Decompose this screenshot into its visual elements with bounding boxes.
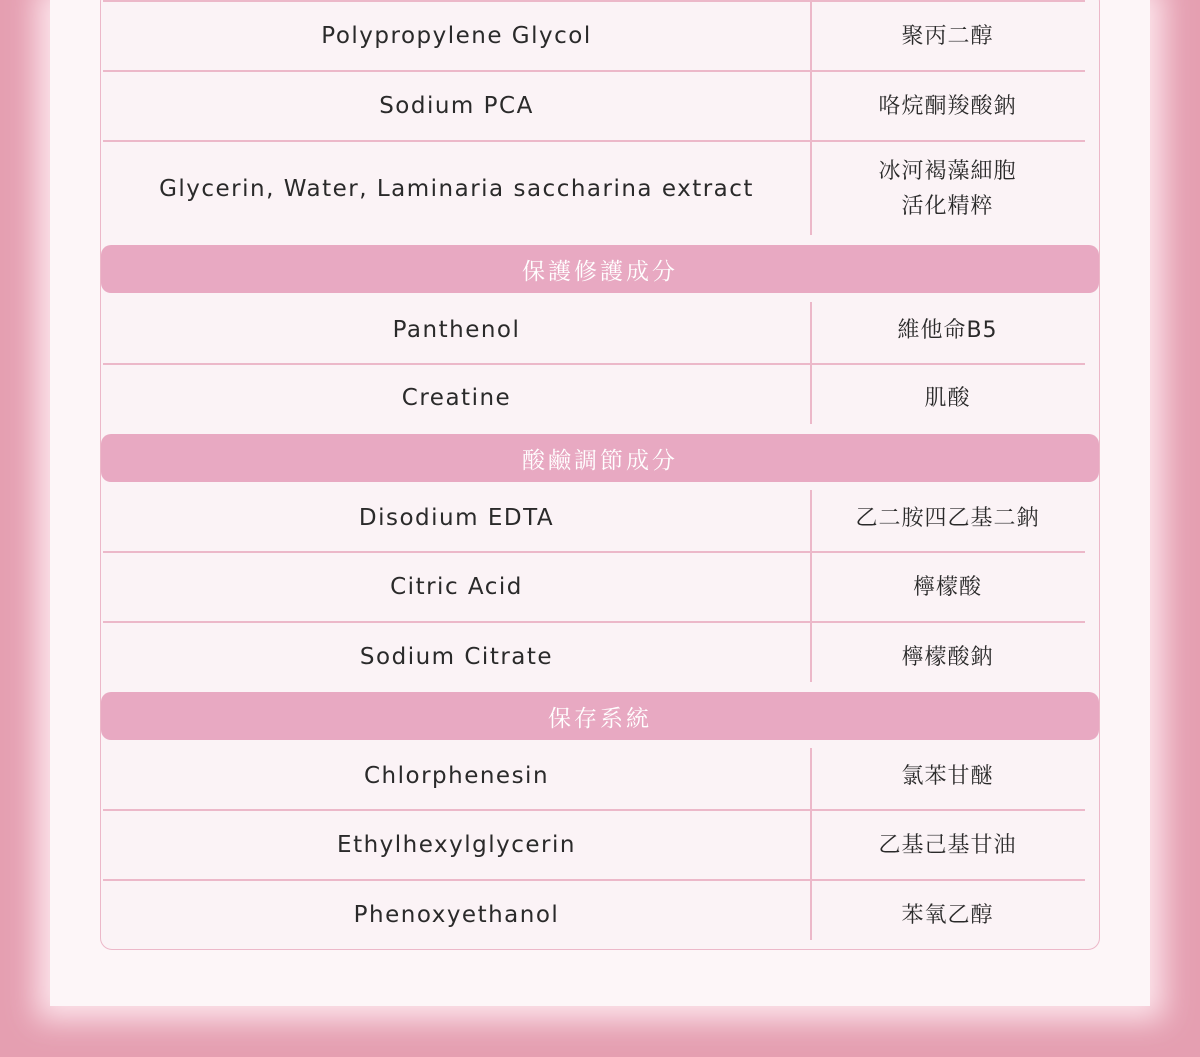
table-row <box>103 881 1085 949</box>
ingredient-zh-name: 乙基己基甘油 <box>878 832 1017 858</box>
table-row <box>103 365 1085 431</box>
ingredient-en-name: Glycerin, Water, Laminaria saccharina extract <box>159 176 754 202</box>
ingredient-en-name: Phenoxyethanol <box>353 902 560 928</box>
ingredient-zh-name <box>810 154 1085 224</box>
ingredient-en-name: Disodium EDTA <box>358 505 555 531</box>
ingredient-zh-name: 咯烷酮羧酸鈉 <box>878 93 1017 119</box>
ingredient-en-name: Chlorphenesin <box>363 763 550 789</box>
table-row <box>103 743 1085 809</box>
ingredient-zh-name: 檸檬酸鈉 <box>901 644 994 670</box>
ingredient-zh-name: 聚丙二醇 <box>901 23 994 49</box>
table-row <box>103 553 1085 621</box>
ingredient-zh-line: 活化精粹 <box>901 194 994 219</box>
section-header-repair: 保護修護成分 <box>101 245 1099 293</box>
ingredient-zh-name: 乙二胺四乙基二鈉 <box>855 505 1040 531</box>
section-header-ph: 酸鹼調節成分 <box>101 434 1099 482</box>
table-row <box>103 485 1085 551</box>
ingredient-en-name: Sodium Citrate <box>359 644 554 670</box>
ingredient-en-name: Citric Acid <box>390 574 523 600</box>
ingredient-zh-line: 冰河褐藻細胞 <box>878 159 1017 184</box>
table-row <box>103 142 1085 236</box>
ingredient-en-name: Sodium PCA <box>379 93 534 119</box>
content-panel <box>50 0 1150 1006</box>
section-header-preservative: 保存系統 <box>101 692 1099 740</box>
ingredient-zh-name: 肌酸 <box>924 385 971 411</box>
ingredient-en-name: Creatine <box>401 385 512 411</box>
ingredient-zh-name: 維他命B5 <box>897 317 998 343</box>
ingredient-en-name: Polypropylene Glycol <box>321 23 592 49</box>
ingredient-zh-name: 檸檬酸 <box>912 574 982 600</box>
table-row <box>103 623 1085 691</box>
ingredient-en-name: Ethylhexylglycerin <box>337 832 576 858</box>
table-row <box>103 72 1085 140</box>
ingredients-table <box>100 0 1100 950</box>
table-row <box>103 297 1085 363</box>
table-row <box>103 2 1085 70</box>
ingredient-zh-name: 苯氧乙醇 <box>901 902 994 928</box>
ingredient-en-name: Panthenol <box>392 317 521 343</box>
table-row <box>103 811 1085 879</box>
ingredient-zh-name: 氯苯甘醚 <box>901 763 994 789</box>
